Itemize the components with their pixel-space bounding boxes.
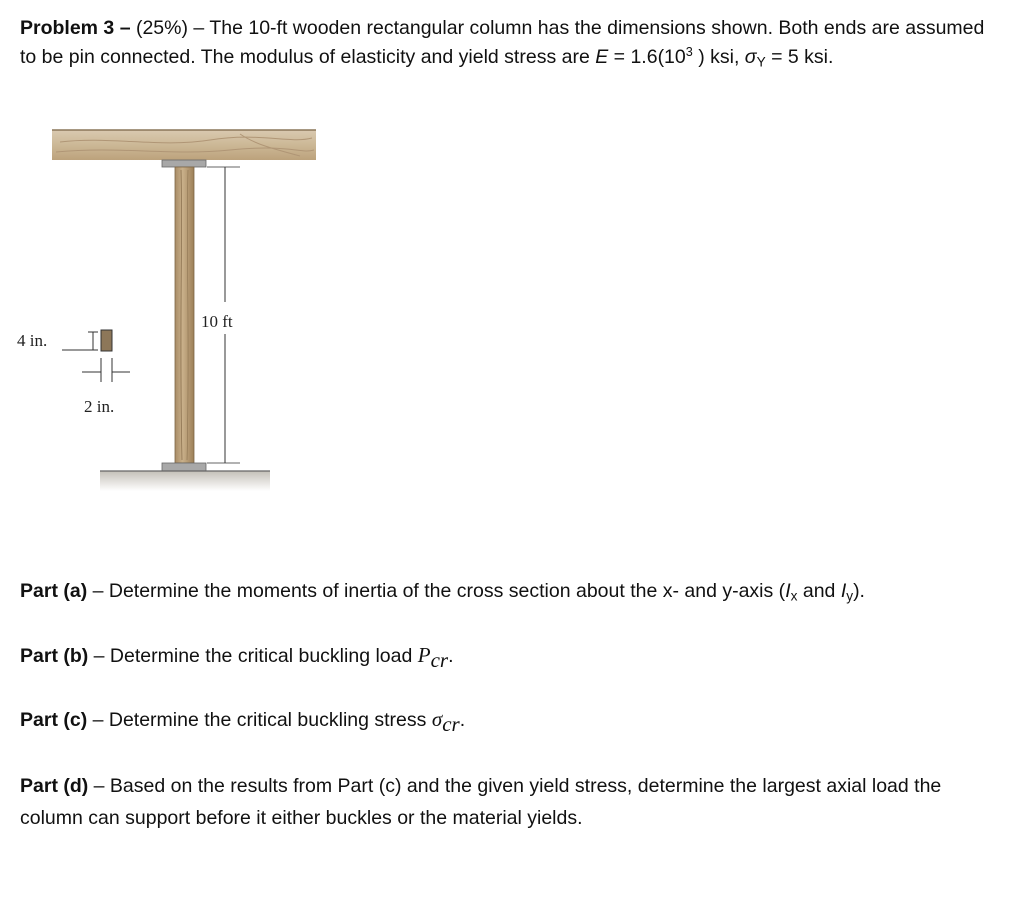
critical-stress-symbol: σ <box>431 707 443 731</box>
part-c-text: – Determine the critical buckling stress <box>87 709 432 731</box>
yield-stress-subscript: Y <box>756 54 766 70</box>
height-label: 10 ft <box>201 312 233 331</box>
modulus-exponent: 3 <box>685 45 693 60</box>
part-b <box>20 639 1000 676</box>
part-d <box>20 770 1000 834</box>
part-a-text: – Determine the moments of inertia of the cross section about the x- and y-axis ( <box>87 580 786 602</box>
part-b-text: – Determine the critical buckling load <box>88 645 418 667</box>
yield-stress-symbol: σ <box>744 46 757 68</box>
top-pin-plate <box>162 160 206 167</box>
ix-subscript: x <box>790 588 798 604</box>
part-a-and: and <box>797 580 841 602</box>
critical-load-symbol: P <box>417 643 431 667</box>
depth-label: 4 in. <box>17 331 48 350</box>
yield-stress-value: = 5 ksi. <box>765 46 834 68</box>
problem-text: – The 10-ft wooden rectangular column has the dimensions shown. Both ends are assumed to be pin connected. The modulus of elasticity and yield stress are <box>20 17 985 68</box>
top-beam <box>52 130 316 160</box>
part-b-end: . <box>448 645 454 667</box>
problem-heading: Problem 3 – <box>20 17 136 39</box>
column-figure <box>0 100 360 520</box>
iy-symbol: I <box>840 580 847 602</box>
modulus-unit: ) ksi, <box>692 46 745 68</box>
part-c-label: Part (c) <box>20 709 88 731</box>
critical-load-subscript: cr <box>430 647 449 672</box>
part-a-label: Part (a) <box>20 580 88 602</box>
problem-weight: (25%) <box>135 17 188 39</box>
critical-stress-subscript: cr <box>442 711 460 736</box>
iy-subscript: y <box>846 588 854 604</box>
modulus-value: = 1.6(10 <box>608 46 686 68</box>
part-d-label: Part (d) <box>20 775 89 797</box>
wooden-column <box>175 167 194 463</box>
part-a-end: ). <box>853 580 865 602</box>
part-a <box>20 575 1000 612</box>
modulus-symbol: E <box>595 46 609 68</box>
width-label: 2 in. <box>84 397 115 416</box>
part-c <box>20 703 1000 740</box>
part-b-label: Part (b) <box>20 645 89 667</box>
bottom-pin-plate <box>162 463 206 471</box>
part-d-text: – Based on the results from Part (c) and the given yield stress, determine the largest axial load the column can support before it either buckles or the material yields. <box>20 775 942 829</box>
cross-section <box>62 330 130 382</box>
ix-symbol: I <box>785 580 791 602</box>
problem-statement <box>20 14 1005 76</box>
part-c-end: . <box>459 709 466 731</box>
ground <box>100 471 270 491</box>
